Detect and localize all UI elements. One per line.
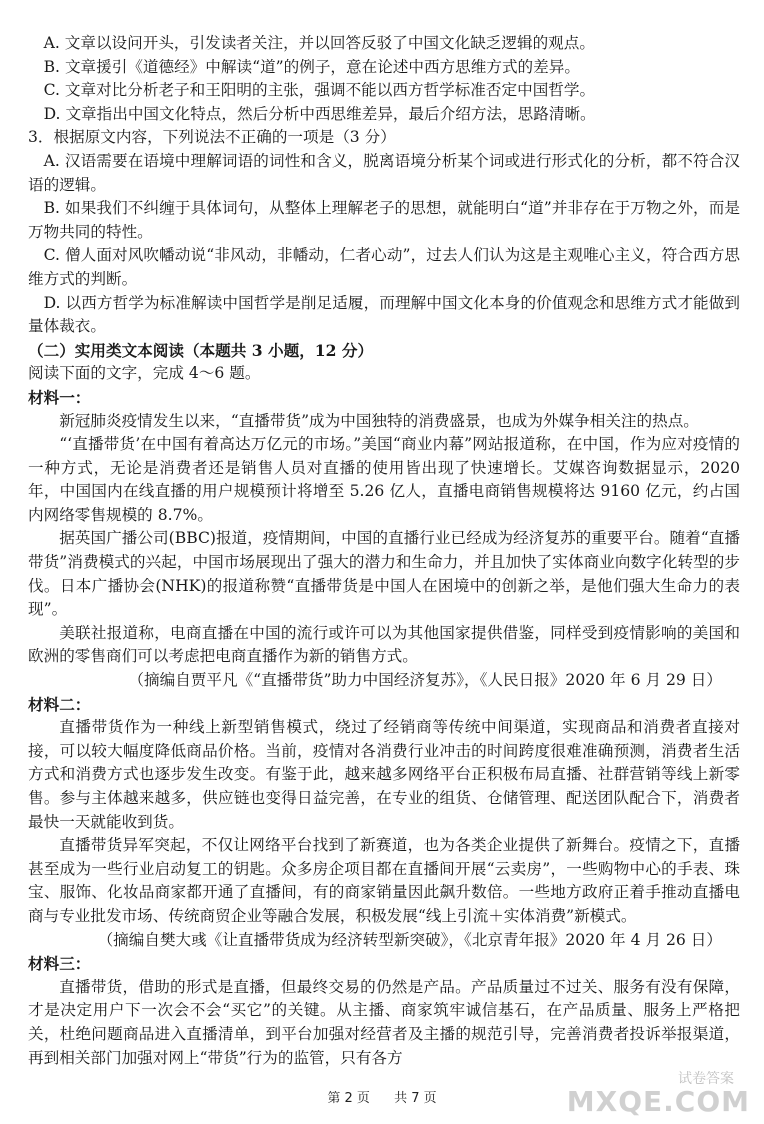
material3-label: 材料三：	[28, 954, 91, 974]
q2-option-d: D. 文章指出中国文化特点，然后分析中西思维差异，最后介绍方法，思路清晰。	[43, 104, 596, 123]
q3-option-d: D. 以西方哲学为标准解读中国哲学是削足适履，而理解中国文化本身的价值观念和思维方式才能做到量体裁衣。	[28, 293, 740, 336]
material1-paragraph: 据英国广播公司(BBC)报道，疫情期间，中国的直播行业已经成为经济复苏的重要平台。随着“直播带货”消费模式的兴起，中国市场展现出了强大的潜力和生命力，并且加快了实体商业向数字化转型的步伐。日本广播协会(NHK)的报道称赞“直播带货是中国人在困境中的创新之举，是他们强大生命力的表现”。	[28, 529, 740, 619]
material1-label: 材料一：	[28, 387, 91, 407]
q3-option-a: A. 汉语需要在语境中理解词语的词性和含义，脱离语境分析某个词或进行形式化的分析，都不符合汉语的逻辑。	[28, 151, 740, 194]
material1-source: （摘编自贾平凡《“直播带货”助力中国经济复苏》，《人民日报》2020 年 6 月 29 日）	[128, 671, 722, 690]
section-instruction: 阅读下面的文字，完成 4～6 题。	[28, 364, 261, 383]
material1-paragraph: 新冠肺炎疫情发生以来，“直播带货”成为中国独特的消费盛景，也成为外媒争相关注的热点。	[59, 411, 699, 430]
page-total: 共 7 页	[394, 1091, 437, 1106]
material3-paragraph: 直播带货，借助的形式是直播，但最终交易的仍然是产品。产品质量过不过关、服务有没有保障，才是决定用户下一次会不会“买它”的关键。从主播、商家筑牢诚信基石，在产品质量、服务上严格把关，杜绝问题商品进入直播清单，到平台加强对经营者及主播的规范引导，完善消费者投诉举报渠道，再到相关部门加强对网上“带货”行为的监管，只有各方	[28, 977, 740, 1067]
material2-source: （摘编自樊大彧《让直播带货成为经济转型新突破》，《北京青年报》2020 年 4 月 26 日）	[97, 930, 722, 949]
watermark-subtitle: 试卷答案	[678, 1071, 734, 1087]
page-number: 第 2 页	[327, 1091, 370, 1106]
material2-paragraph: 直播带货异军突起，不仅让网络平台找到了新赛道，也为各类企业提供了新舞台。疫情之下，直播甚至成为一些行业启动复工的钥匙。众多房企项目都在直播间开展“云卖房”，一些购物中心的手表、珠宝、服饰、化妆品商家都开通了直播间，有的商家销量因此飙升数倍。一些地方政府正着手推动直播电商与专业批发市场、传统商贸企业等融合发展，积极发展“线上引流＋实体消费”新模式。	[28, 836, 740, 925]
q2-option-a: A. 文章以设问开头，引发读者关注，并以回答反驳了中国文化缺乏逻辑的观点。	[43, 34, 595, 52]
material2-label: 材料二：	[28, 694, 91, 714]
q3-option-b: B. 如果我们不纠缠于具体词句，从整体上理解老子的思想，就能明白“道”并非存在于万物之外，而是万物共同的特性。	[28, 199, 740, 241]
material2-paragraph: 直播带货作为一种线上新型销售模式，绕过了经销商等传统中间渠道，实现商品和消费者直接对接，可以较大幅度降低商品价格。当前，疫情对各消费行业冲击的时间跨度很难准确预测，消费者生活方式和消费方式也逐步发生改变。有鉴于此，越来越多网络平台正积极布局直播、社群营销等线上新零售。参与主体越来越多，供应链也变得日益完善，在专业的组货、仓储管理、配送团队配合下，消费者最快一天就能收到货。	[28, 718, 740, 831]
watermark-logo: MXQE.COM	[566, 1085, 750, 1118]
exam-page	[28, 32, 740, 1070]
q3-question: 3．根据原文内容，下列说法不正确的一项是（3 分）	[28, 128, 396, 147]
material1-paragraph: “‘直播带货’在中国有着高达万亿元的市场。”美国“商业内幕”网站报道称，在中国，作为应对疫情的一种方式，无论是消费者还是销售人员对直播的使用皆出现了快速增长。艾媒咨询数据显示，2020 年，中国国内在线直播的用户规模预计将增至 5.26 亿人，直播电商销售规模将达 9160 亿元，约占国内网络零售规模的 8.7%。	[28, 435, 740, 524]
q2-option-c: C. 文章对比分析老子和王阳明的主张，强调不能以西方哲学标准否定中国哲学。	[43, 81, 596, 100]
material1-paragraph: 美联社报道称，电商直播在中国的流行或许可以为其他国家提供借鉴，同样受到疫情影响的美国和欧洲的零售商们可以考虑把电商直播作为新的销售方式。	[28, 623, 740, 666]
q3-option-c: C. 僧人面对风吹幡动说“非风动，非幡动，仁者心动”，过去人们认为这是主观唯心主义，符合西方思维方式的判断。	[28, 246, 740, 288]
q2-option-b: B. 文章援引《道德经》中解读“道”的例子，意在论述中西方思维方式的差异。	[43, 57, 580, 76]
section-title: （二）实用类文本阅读（本题共 3 小题，12 分）	[28, 340, 374, 360]
